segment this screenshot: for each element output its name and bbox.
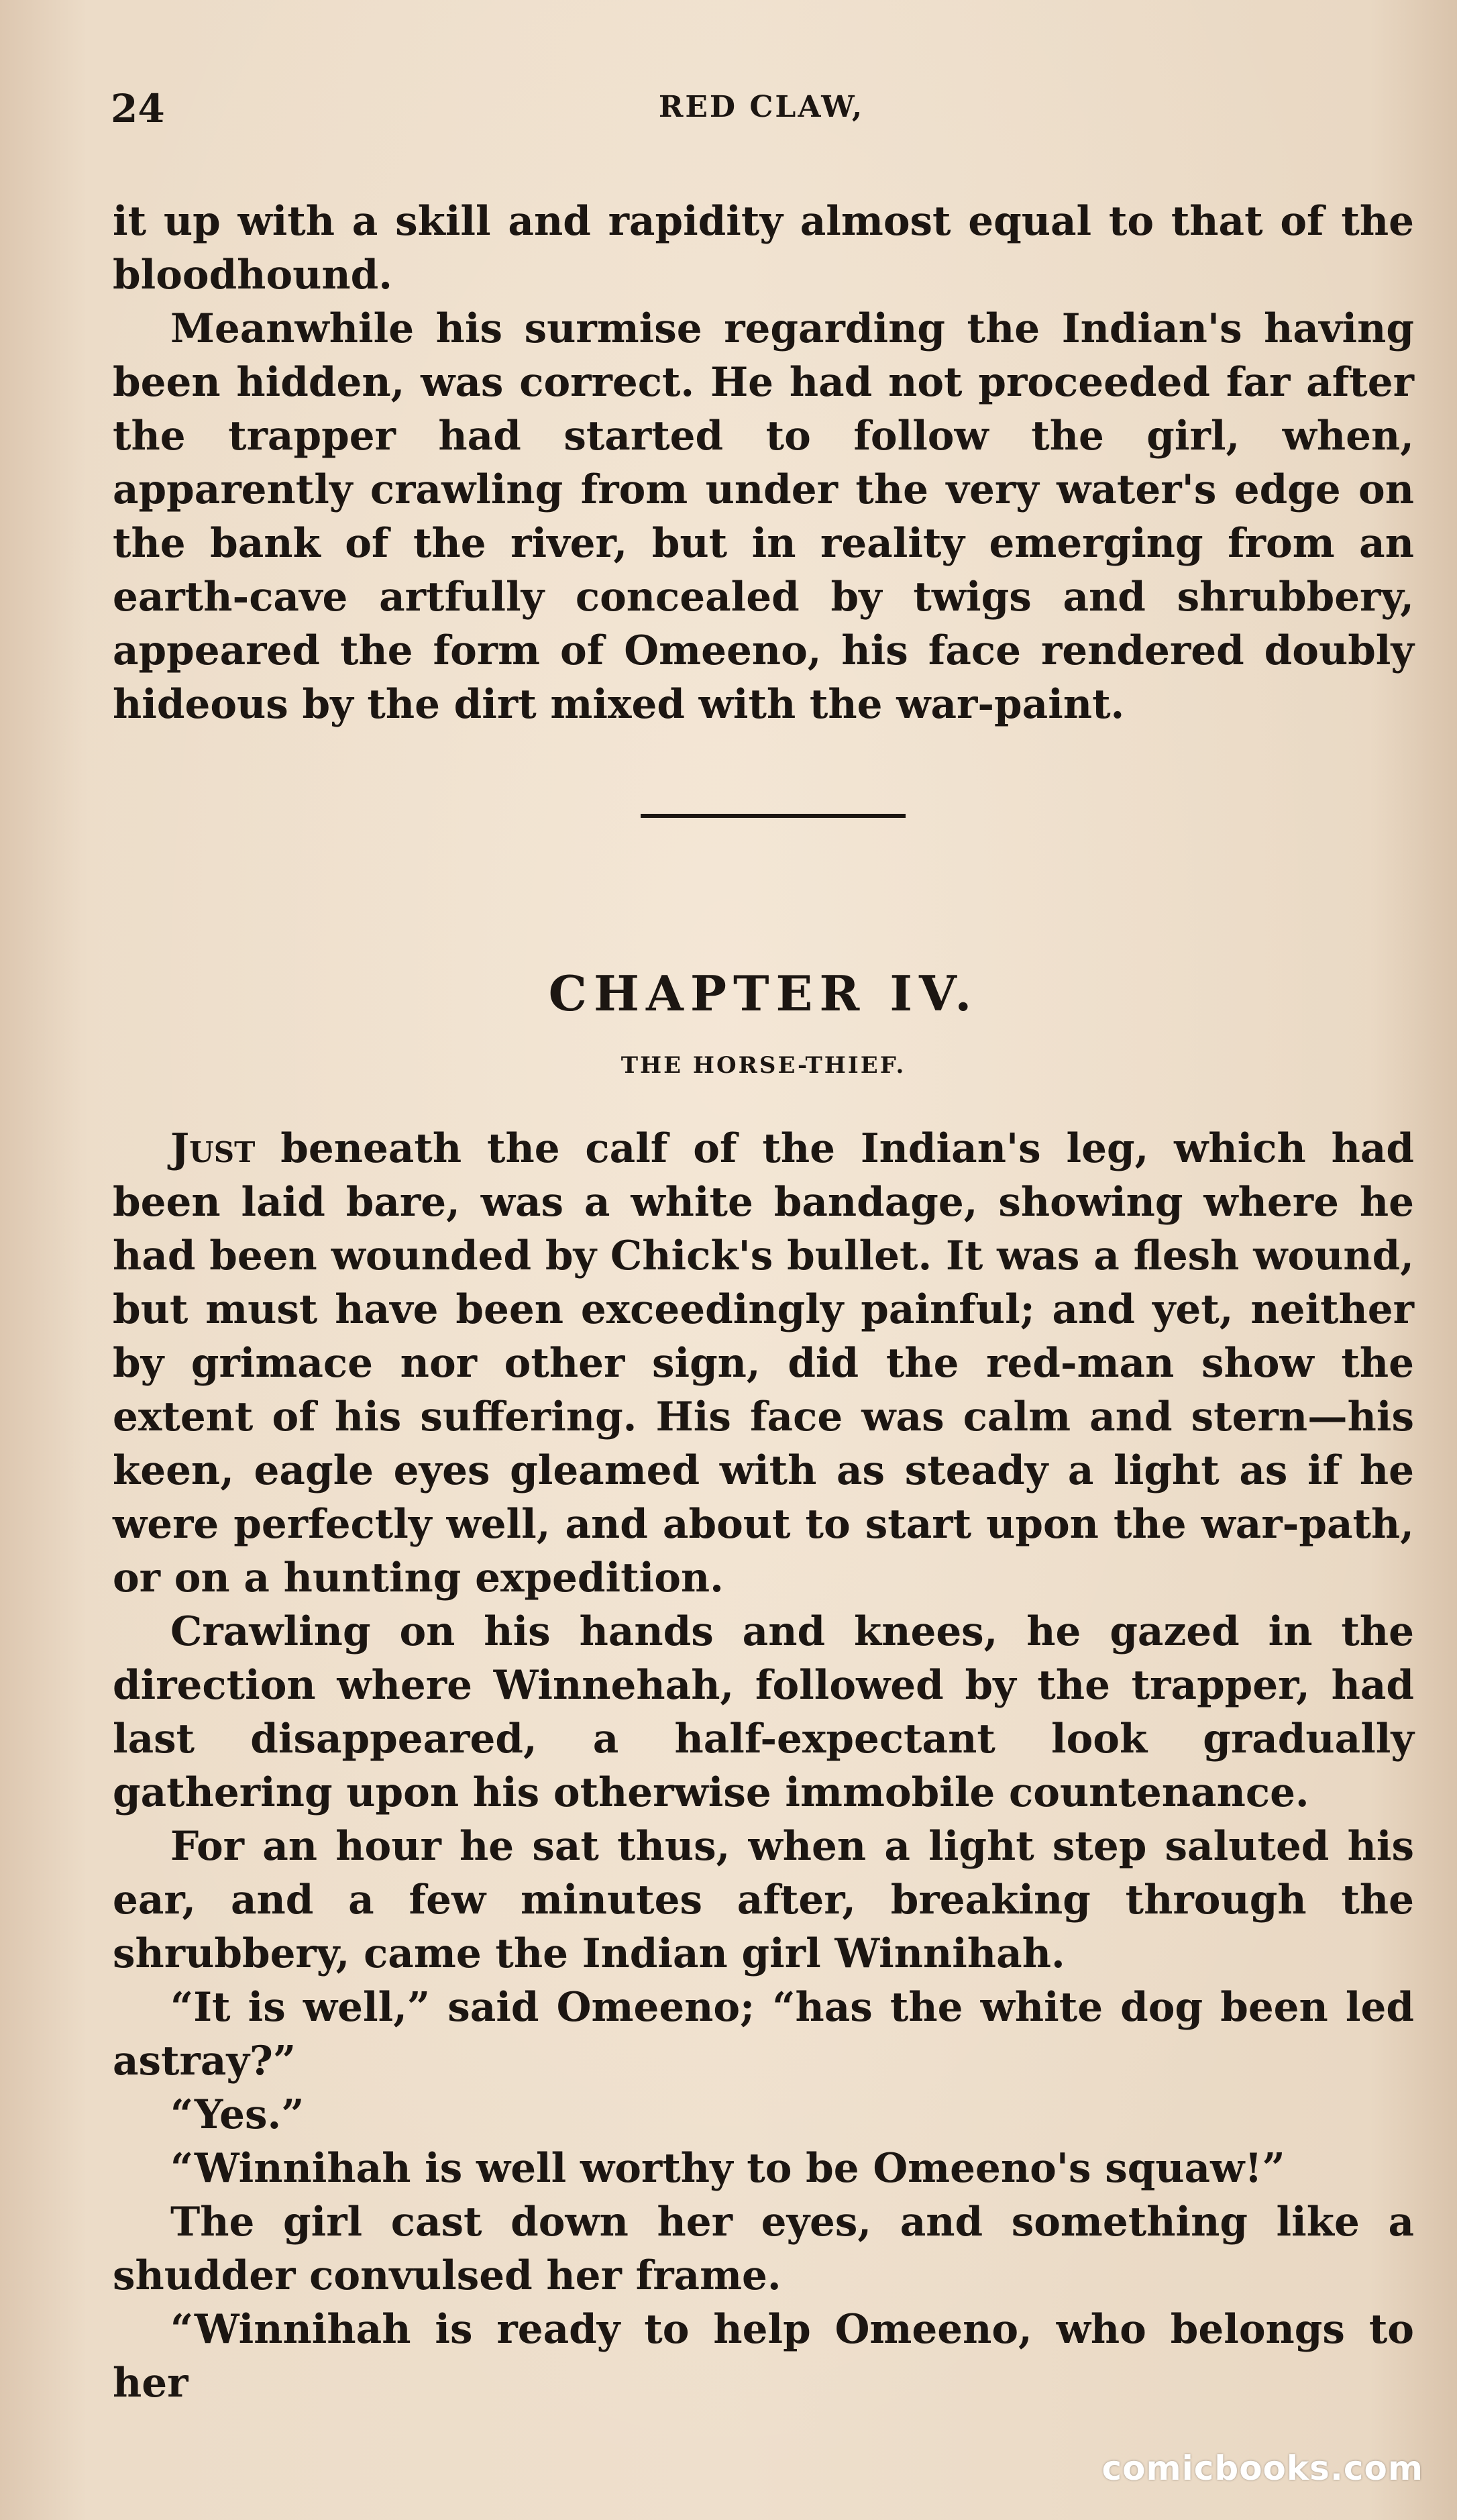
paragraph: Meanwhile his surmise regarding the Indian's having been hidden, was correct. He had not proceeded far after the trapper had started to follow the girl, when, apparently crawling from under the very water's edge on the bank of the river, but in reality emerging from an earth-cave artfully concealed by twigs and shrubbery, appeared the form of Omeeno, his face rendered doubly hideous by the dirt mixed with the war-paint. — [113, 305, 1414, 728]
paragraph: “Winnihah is well worthy to be Omeeno's squaw!” — [170, 2145, 1285, 2192]
paragraph: Crawling on his hands and knees, he gazed in the direction where Winnehah, followed by the trapper, had last disappeared, a half-expectant look gradually gathering upon his otherwise immobile countenance. — [113, 1608, 1414, 1816]
paragraph: it up with a skill and rapidity almost equal to that of the bloodhound. — [113, 198, 1414, 299]
paragraph-text: beneath the calf of the Indian's leg, which had been laid bare, was a white bandage, showing where he had been wounded by Chick's bullet. It was a flesh wound, but must have been exceedingly painful; and yet, neither by grimace nor other sign, did the red-man show the extent of his suffering. His face was calm and stern—his keen, eagle eyes gleamed with as steady a light as if he were perfectly well, and about to start upon the war-path, or on a hunting expedition. — [113, 1125, 1414, 1602]
paragraph — [113, 1122, 1414, 1605]
watermark: comicbooks.com — [1101, 2449, 1423, 2488]
paragraph: The girl cast down her eyes, and something like a shudder convulsed her frame. — [113, 2199, 1414, 2299]
continuation-text — [113, 195, 1414, 731]
page-header — [111, 86, 1412, 140]
page-number: 24 — [111, 86, 165, 132]
section-divider — [641, 814, 906, 818]
chapter-heading: CHAPTER IV. — [548, 965, 979, 1022]
running-title: RED CLAW, — [658, 90, 865, 124]
paragraph: For an hour he sat thus, when a light step saluted his ear, and a few minutes after, breaking through the shrubbery, came the Indian girl Winnihah. — [113, 1823, 1414, 1977]
paragraph: “It is well,” said Omeeno; “has the white dog been led astray?” — [113, 1984, 1414, 2085]
chapter-subtitle: THE HORSE-THIEF. — [620, 1052, 906, 1079]
chapter-text — [113, 1122, 1414, 2410]
lead-word: Just — [170, 1125, 256, 1172]
paragraph: “Yes.” — [170, 2091, 305, 2138]
paragraph: “Winnihah is ready to help Omeeno, who belongs to her — [113, 2306, 1414, 2407]
